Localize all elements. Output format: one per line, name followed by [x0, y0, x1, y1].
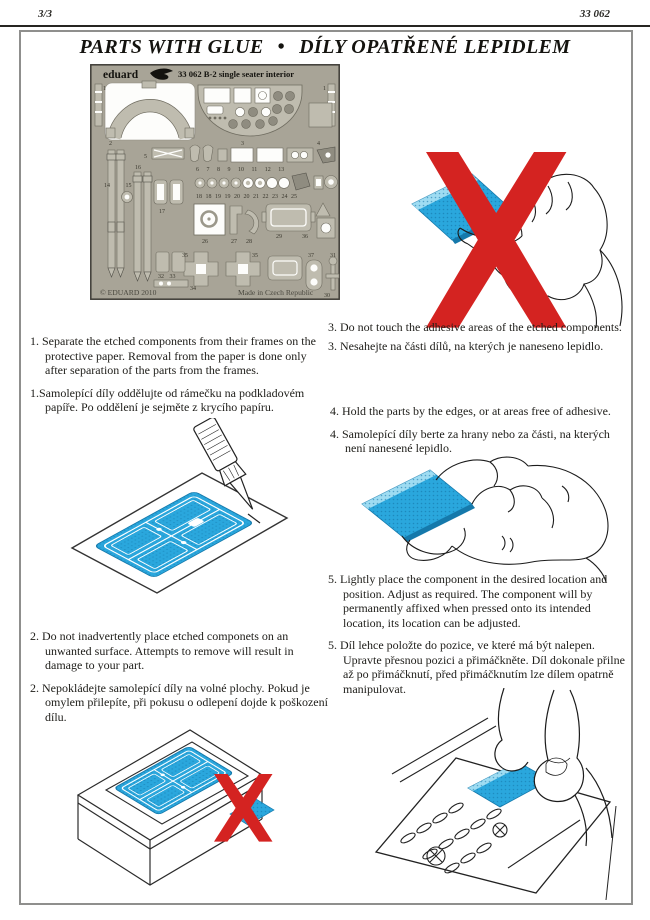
model-floor-sketch — [376, 718, 616, 900]
svg-text:27: 27 — [231, 239, 237, 245]
do-not-touch-illustration — [398, 148, 630, 348]
svg-text:31: 31 — [330, 253, 336, 259]
svg-text:34: 34 — [190, 286, 196, 292]
page-number: 3/3 — [38, 8, 53, 20]
title-english: PARTS WITH GLUE — [79, 36, 264, 58]
fret-sheet-title: 33 062 B-2 single seater interior — [178, 69, 295, 79]
step-4-en: 4. Hold the parts by the edges, or at areas free of adhesive. — [330, 404, 611, 418]
svg-text:16: 16 — [135, 165, 141, 171]
svg-text:35: 35 — [182, 253, 188, 259]
svg-text:5: 5 — [144, 154, 147, 160]
svg-text:35: 35 — [252, 253, 258, 259]
svg-text:18 18 19 19 20 20 21 22 23 24: 18 18 19 19 20 20 21 22 23 24 25 — [196, 194, 297, 200]
svg-text:30: 30 — [324, 293, 330, 299]
svg-text:37: 37 — [308, 253, 314, 259]
svg-text:14 15: 14 15 — [104, 183, 132, 189]
blue-etched-part — [362, 470, 475, 542]
svg-text:4: 4 — [317, 141, 320, 147]
svg-text:17: 17 — [159, 209, 165, 215]
step-3-cz: 3. Nesahejte na části dílů, na kterých je naneseno lepidlo. — [328, 338, 604, 353]
doc-number: 33 062 — [579, 8, 610, 20]
svg-text:28: 28 — [246, 239, 252, 245]
title-bullet: • — [277, 36, 286, 58]
page-title — [0, 36, 650, 59]
step-2-en: 2. Do not inadvertently place etched componets on an unwanted surface. Attempts to remove will result in damage to your part. — [30, 629, 294, 673]
header-rule — [0, 25, 650, 27]
step-3-en: 3. Do not touch the adhesive areas of the etched components. — [328, 320, 622, 334]
hold-by-edges-illustration — [352, 446, 628, 582]
step-5-cz: 5. Díl lehce položte do pozice, ve které má být nalepen. Upravte přesnou pozici a přimáčkněte. Díl dokonale přilne až po přimáčknutí, před přimáčknutím lze dílem opatrně manipulovat. — [328, 638, 625, 696]
svg-text:32 33: 32 33 — [158, 274, 176, 280]
svg-text:1: 1 — [323, 86, 326, 92]
svg-text:36: 36 — [302, 234, 308, 240]
svg-text:26: 26 — [202, 239, 208, 245]
step-1-en: 1. Separate the etched components from their frames on the protective paper. Removal from the paper is done only after separation of the parts from the frames. — [30, 334, 316, 378]
svg-text:2: 2 — [109, 141, 112, 147]
svg-text:29: 29 — [276, 234, 282, 240]
step-5-en: 5. Lightly place the component in the desired location and position. Adjust as required. The component will by permanently affixed when pressed onto its intended location, its location can be adjusted. — [328, 572, 608, 630]
step-1-cz: 1.Samolepící díly oddělujte od rámečku na podkladovém papíře. Po oddělení je sejměte z krycího papíru. — [30, 385, 305, 415]
fret-made-in: Made in Czech Republic — [238, 288, 314, 297]
press-in-place-illustration — [348, 688, 628, 905]
step-5-text — [328, 572, 630, 704]
step-4-cz: 4. Samolepící díly berte za hrany nebo za části, na kterých není nanesené lepidlo. — [330, 426, 610, 456]
fret-brand: eduard — [103, 69, 139, 81]
svg-text:3: 3 — [241, 141, 244, 147]
title-czech: DÍLY OPATŘENÉ LEPIDLEM — [299, 36, 571, 58]
svg-text:6 7 8 9 10 11 12 13: 6 7 8 9 10 11 12 13 — [196, 167, 285, 173]
knife-separating-illustration — [62, 418, 310, 623]
step-3-text — [328, 320, 630, 361]
wrong-surface-illustration — [52, 722, 320, 907]
step-2-cz: 2. Nepokládejte samolepící díly na volné plochy. Pokud je omylem přilepíte, při pokusu o odlepení dojde k poškození dílu. — [30, 680, 328, 724]
photo-etch-fret-image — [90, 64, 340, 300]
step-2-text — [30, 629, 330, 732]
step-1-text — [30, 334, 330, 423]
fret-copyright: © EDUARD 2010 — [100, 288, 157, 297]
svg-text:1: 1 — [103, 86, 106, 92]
